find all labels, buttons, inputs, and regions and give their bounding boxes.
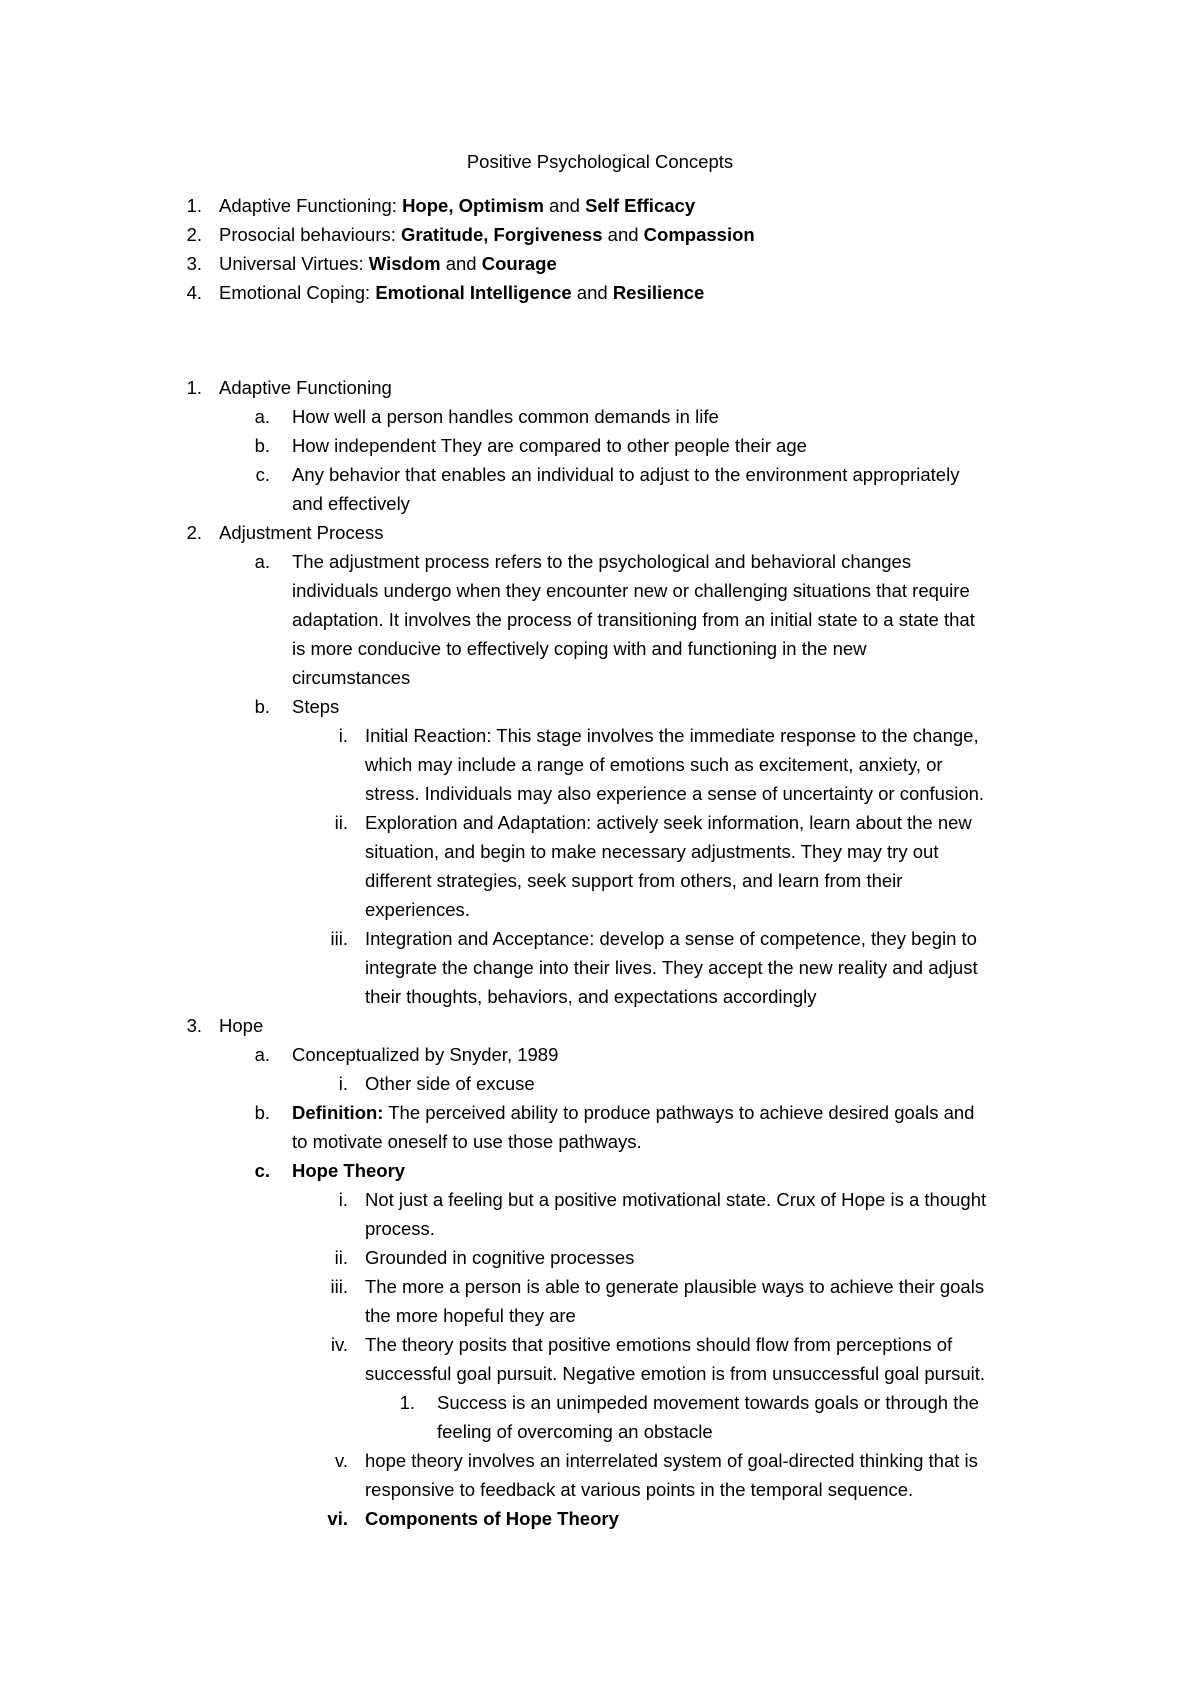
list-item: Other side of excuse [365, 1073, 535, 1094]
list-item-cont: integrate the change into their lives. They accept the new reality and adjust [365, 957, 978, 978]
list-item-cont: experiences. [365, 899, 470, 920]
list-marker: ii. [334, 812, 348, 833]
list-item: The adjustment process refers to the psychological and behavioral changes [292, 551, 912, 572]
overview-num-4: 4. [186, 282, 202, 303]
overview-item-3: Universal Virtues: Wisdom and Courage [219, 253, 557, 274]
list-item-hope-theory: Hope Theory [292, 1160, 406, 1181]
list-item-cont: which may include a range of emotions such as excitement, anxiety, or [365, 754, 943, 775]
list-item-cont: situation, and begin to make necessary adjustments. They may try out [365, 841, 939, 862]
list-marker: a. [254, 551, 270, 572]
list-item-cont: responsive to feedback at various points in the temporal sequence. [365, 1479, 914, 1500]
list-item-cont: stress. Individuals may also experience a sense of uncertainty or confusion. [365, 783, 985, 804]
list-item: How independent They are compared to other people their age [292, 435, 807, 456]
list-marker: i. [338, 1189, 348, 1210]
list-item-components: Components of Hope Theory [365, 1508, 619, 1529]
list-marker: b. [254, 1102, 270, 1123]
list-item: Integration and Acceptance: develop a sense of competence, they begin to [365, 928, 977, 949]
overview-num-1: 1. [186, 195, 202, 216]
list-marker: 1. [399, 1392, 415, 1413]
section-heading-adjustment-process: Adjustment Process [219, 522, 384, 543]
list-marker: i. [338, 725, 348, 746]
list-marker: c. [254, 1160, 270, 1181]
section-heading-hope: Hope [219, 1015, 264, 1036]
list-marker: v. [334, 1450, 348, 1471]
list-marker: iii. [330, 928, 348, 949]
list-marker: c. [255, 464, 270, 485]
overview-num-3: 3. [186, 253, 202, 274]
list-item-cont: different strategies, seek support from others, and learn from their [365, 870, 903, 891]
list-item-cont: their thoughts, behaviors, and expectations accordingly [365, 986, 817, 1007]
list-item: Grounded in cognitive processes [365, 1247, 635, 1268]
overview-item-2: Prosocial behaviours: Gratitude, Forgiveness and Compassion [219, 224, 755, 245]
list-item-cont: circumstances [292, 667, 411, 688]
page-title: Positive Psychological Concepts [466, 151, 734, 172]
overview-item-4: Emotional Coping: Emotional Intelligence and Resilience [219, 282, 705, 303]
list-item-cont: and effectively [292, 493, 410, 514]
list-marker: b. [254, 696, 270, 717]
list-item-cont: successful goal pursuit. Negative emotion is from unsuccessful goal pursuit. [365, 1363, 986, 1384]
list-item: Success is an unimpeded movement towards goals or through the [437, 1392, 979, 1413]
list-marker: a. [254, 406, 270, 427]
list-item: Any behavior that enables an individual to adjust to the environment appropriately [292, 464, 960, 485]
list-marker: a. [254, 1044, 270, 1065]
list-item: hope theory involves an interrelated system of goal-directed thinking that is [365, 1450, 978, 1471]
list-item-cont: feeling of overcoming an obstacle [437, 1421, 713, 1442]
list-marker: iv. [330, 1334, 348, 1355]
list-item: Steps [292, 696, 340, 717]
list-item: Exploration and Adaptation: actively seek information, learn about the new [365, 812, 972, 833]
section-num-3: 3. [186, 1015, 202, 1036]
list-marker: iii. [330, 1276, 348, 1297]
list-marker: vi. [327, 1508, 348, 1529]
section-heading-adaptive-functioning: Adaptive Functioning [219, 377, 392, 398]
overview-num-2: 2. [186, 224, 202, 245]
section-num-1: 1. [186, 377, 202, 398]
list-item: Conceptualized by Snyder, 1989 [292, 1044, 559, 1065]
list-item: Initial Reaction: This stage involves the immediate response to the change, [365, 725, 979, 746]
list-marker: ii. [334, 1247, 348, 1268]
list-item-cont: process. [365, 1218, 435, 1239]
list-item-definition: Definition: The perceived ability to produce pathways to achieve desired goals and [292, 1102, 975, 1123]
list-item-cont: the more hopeful they are [365, 1305, 576, 1326]
list-marker: i. [338, 1073, 348, 1094]
list-item-cont: individuals undergo when they encounter new or challenging situations that require [292, 580, 970, 601]
overview-item-1: Adaptive Functioning: Hope, Optimism and Self Efficacy [219, 195, 696, 216]
list-item: The more a person is able to generate plausible ways to achieve their goals [365, 1276, 985, 1297]
list-item: Not just a feeling but a positive motivational state. Crux of Hope is a thought [365, 1189, 987, 1210]
list-marker: b. [254, 435, 270, 456]
list-item-cont: adaptation. It involves the process of transitioning from an initial state to a state that [292, 609, 975, 630]
list-item-cont: to motivate oneself to use those pathways. [292, 1131, 642, 1152]
list-item-cont: is more conducive to effectively coping with and functioning in the new [292, 638, 867, 659]
list-item: How well a person handles common demands in life [292, 406, 719, 427]
section-num-2: 2. [186, 522, 202, 543]
list-item: The theory posits that positive emotions should flow from perceptions of [365, 1334, 953, 1355]
